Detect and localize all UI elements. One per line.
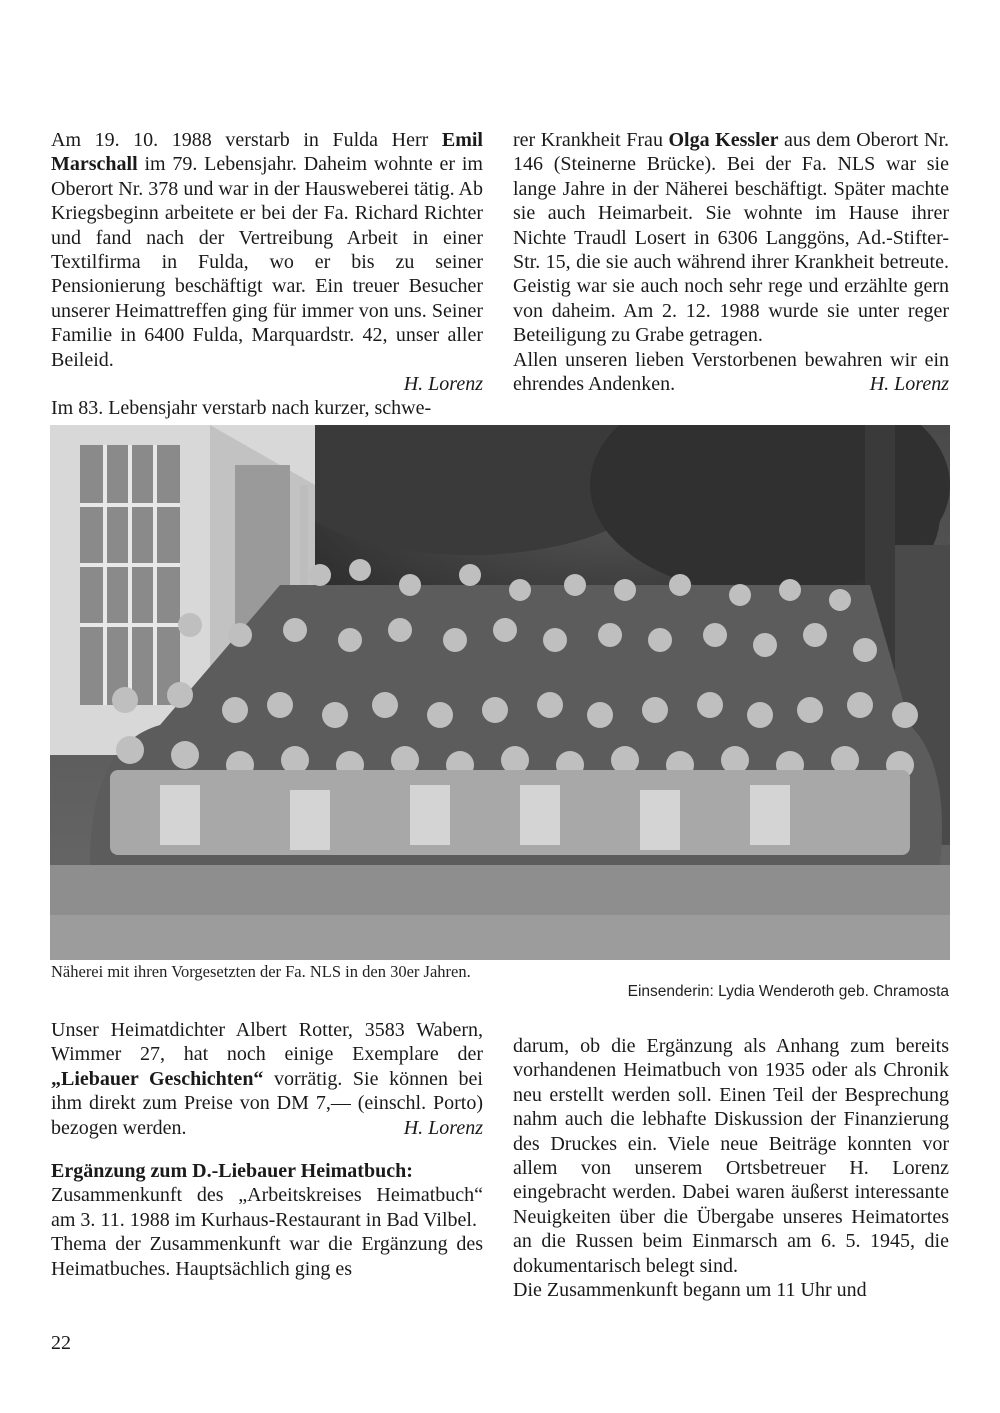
obituary-kessler: rer Krankheit Frau Olga Kessler aus dem Oberort Nr. 146 (Steinerne Brücke). Bei der Fa. NLS war sie lange Jahre in der Näherei beschäftigt. Später machte sie auch Heimarbeit. Sie wohnte im Hause ihrer Nichte Traudl Losert in 6306 Langgöns, Ad.-Stifter-Str. 15, die sie auch während ihrer Krankheit betreute. Geistig war sie auch noch sehr rege und erzählte gern von daheim. Am 2. 12. 1988 wurde sie unter reger Beteiligung zu Grabe getragen.: [513, 129, 949, 347]
meeting-start: Die Zusammenkunft begann um 11 Uhr und: [513, 1279, 867, 1302]
book-title: „Liebauer Geschichten“: [51, 1067, 264, 1090]
obituary-kessler-start: Im 83. Lebensjahr verstarb nach kurzer, schwe-: [51, 397, 432, 420]
author-signature: H. Lorenz: [403, 1116, 483, 1139]
obituary-marschall: Am 19. 10. 1988 verstarb in Fulda Herr Emil Marschall im 79. Lebensjahr. Daheim wohnte er im Oberort Nr. 378 und war in der Hausweberei tätig. Ab Kriegsbeginn arbeitete er bei der Fa. Richard Richter und fand nach der Vertreibung Arbeit in einer Textilfirma in Fulda, wo er bis zu seiner Pensionierung beschäftigt war. Ein treuer Besucher unserer Heimattreffen ging für immer von uns. Seiner Familie in 6400 Fulda, Marquardstr. 42, unser aller Beileid.: [51, 129, 483, 371]
group-photo-image: [50, 425, 950, 960]
section-heading: Ergänzung zum D.-Liebauer Heimatbuch:: [51, 1160, 413, 1183]
photo-caption: [51, 962, 949, 1002]
obituary-column-right: [513, 128, 949, 396]
caption-contributor: Einsenderin: Lydia Wenderoth geb. Chramosta: [627, 983, 949, 1000]
author-signature: H. Lorenz: [869, 373, 949, 396]
closing-remembrance: Allen unseren lieben Verstorbenen bewahren wir ein ehrendes Andenken. H. Lorenz: [513, 348, 949, 396]
meeting-topic: Thema der Zusammenkunft war die Ergänzung des Heimatbuches. Hauptsächlich ging es: [51, 1233, 483, 1280]
person-name: Emil Marschall: [51, 129, 483, 176]
book-announcement: Unser Heimatdichter Albert Rotter, 3583 Wabern, Wimmer 27, hat noch einige Exemplare der „Liebauer Geschichten“ vorrätig. Sie können bei ihm direkt zum Preise von DM 7,— (einschl. Porto) bezogen werden. H. Lorenz: [51, 1019, 483, 1139]
announcement-column-left: [51, 1018, 483, 1281]
group-photo: [50, 425, 950, 960]
author-signature: H. Lorenz: [403, 373, 483, 396]
obituary-column-left: [51, 128, 483, 421]
announcement-column-right: [513, 1034, 949, 1302]
caption-line: Näherei mit ihren Vorgesetzten der Fa. NLS in den 30er Jahren.: [51, 962, 471, 981]
meeting-discussion: darum, ob die Ergänzung als Anhang zum bereits vorhandenen Heimatbuch von 1935 oder als Chronik neu erstellt werden soll. Einen Teil der Besprechung nahm auch die lebhafte Diskussion der Finanzierung des Druckes ein. Viele neue Beiträge konnten vor allem von unserem Ortsbetreuer H. Lorenz eingebracht werden. Dabei waren äußerst interessante Neuigkeiten über die Übergabe unseres Heimatortes an die Russen beim Einmarsch am 6. 5. 1945, die dokumentarisch belegt sind.: [513, 1035, 949, 1277]
person-name: Olga Kessler: [668, 129, 779, 151]
meeting-paragraph: Zusammenkunft des „Arbeitskreises Heimatbuch“ am 3. 11. 1988 im Kurhaus-Restaurant in Bad Vilbel.: [51, 1184, 483, 1231]
page-number: 22: [51, 1332, 71, 1354]
